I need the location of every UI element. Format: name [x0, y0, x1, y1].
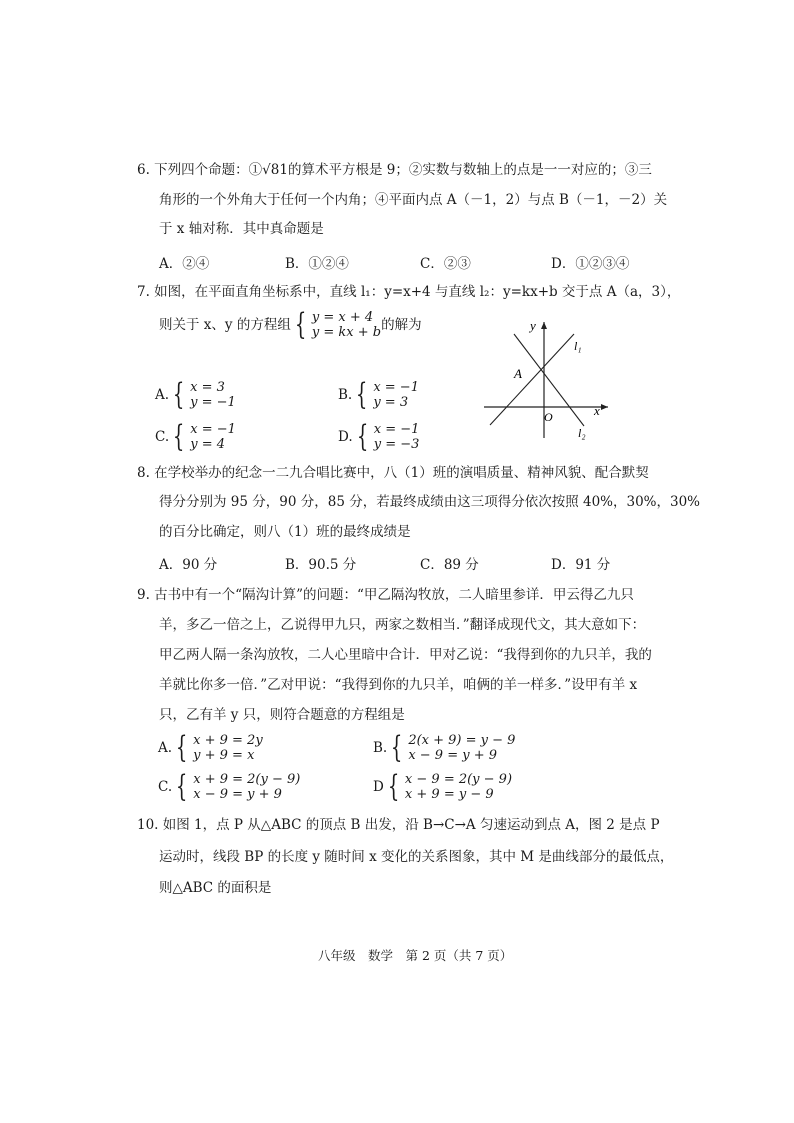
- q8-option-b: B．90.5 分: [285, 557, 357, 573]
- y-axis-label: y: [530, 318, 536, 333]
- brace-icon: {: [172, 419, 185, 454]
- q7-option-d-label: D.: [338, 429, 353, 445]
- q9-line3: 甲乙两人隔一条沟放牧，二人心里暗中合计．甲对乙说：“我得到你的九只羊，我的: [159, 647, 652, 663]
- q6-option-b: B．①②④: [285, 256, 349, 272]
- q9-option-c-label: C.: [158, 779, 173, 795]
- q6-option-a: A．②④: [159, 256, 210, 272]
- brace-icon: {: [356, 419, 368, 454]
- q9-option-b-eq1: 2(x + 9) = y − 9: [408, 733, 516, 748]
- q7-option-d-eq1: x = −1: [373, 422, 420, 437]
- q6-line1: 6. 下列四个命题：①√81的算术平方根是 9；②实数与数轴上的点是一一对应的；③三: [137, 162, 652, 178]
- q9-option-d-eq2: x + 9 = y − 9: [404, 787, 494, 802]
- q7-option-a: [155, 377, 236, 412]
- q9-option-c: [158, 769, 301, 804]
- q9-line4: 羊就比你多一倍．”乙对甲说：“我得到你的九只羊，咱俩的羊一样多．”设甲有羊 x: [159, 677, 638, 693]
- q8-option-a: A．90 分: [159, 557, 218, 573]
- q7-option-a-label: A.: [155, 387, 170, 403]
- brace-icon: {: [356, 377, 368, 412]
- q7-line2-pre: 则关于 x、y 的方程组: [159, 317, 291, 333]
- q9-option-d-eq1: x − 9 = 2(y − 9): [404, 772, 513, 787]
- q10-line3: 则△ABC 的面积是: [159, 880, 272, 896]
- origin-label: O: [544, 410, 553, 424]
- brace-icon: {: [175, 769, 188, 804]
- q9-option-a: [158, 730, 263, 765]
- q7-coordinate-graph: [478, 310, 618, 445]
- l2-label: l₂: [578, 426, 586, 440]
- q9-option-b-eq2: x − 9 = y + 9: [408, 748, 498, 763]
- q7-option-d: [338, 419, 420, 454]
- brace-icon: {: [391, 730, 403, 765]
- q7-system-eq1: y = x + 4: [311, 310, 374, 325]
- q8-option-d: D．91 分: [551, 557, 611, 573]
- q9-line5: 只，乙有羊 y 只，则符合题意的方程组是: [159, 707, 405, 723]
- q7-line2-post: 的解为: [381, 317, 422, 333]
- q9-option-a-eq1: x + 9 = 2y: [193, 733, 263, 748]
- q7-option-b-eq1: x = −1: [373, 380, 419, 395]
- q8-line1: 8. 在学校举办的纪念一二九合唱比赛中，八（1）班的演唱质量、精神风貌、配合默契: [137, 465, 649, 481]
- q7-system: [291, 307, 382, 342]
- q10-line2: 运动时，线段 BP 的长度 y 随时间 x 变化的关系图象，其中 M 是曲线部分的最低点，: [159, 849, 674, 865]
- q7-option-b-eq2: y = 3: [373, 395, 409, 410]
- q7-option-b-label: B.: [338, 387, 353, 403]
- q10-line1: 10. 如图 1，点 P 从△ABC 的顶点 B 出发，沿 B→C→A 匀速运动到点 A，图 2 是点 P: [137, 817, 660, 833]
- line-l1: [490, 334, 574, 425]
- q6-line3: 于 x 轴对称．其中真命题是: [159, 221, 324, 237]
- q8-line3: 的百分比确定，则八（1）班的最终成绩是: [159, 524, 411, 540]
- q6-line2: 角形的一个外角大于任何一个内角；④平面内点 A（－1，2）与点 B（－1，－2）关: [159, 192, 668, 208]
- brace-icon: {: [294, 307, 307, 342]
- q9-option-c-eq1: x + 9 = 2(y − 9): [193, 772, 301, 787]
- q8-option-c: C．89 分: [420, 557, 479, 573]
- q7-option-c-label: C.: [155, 429, 170, 445]
- q7-line1: 7. 如图，在平面直角坐标系中，直线 l₁：y=x+4 与直线 l₂：y=kx+b 交于点 A（a，3），: [137, 284, 681, 300]
- q9-option-d: [373, 769, 513, 804]
- q9-option-a-label: A.: [158, 740, 173, 756]
- q9-option-c-eq2: x − 9 = y + 9: [193, 787, 282, 802]
- q8-line2: 得分分别为 95 分，90 分，85 分，若最终成绩由这三项得分依次按照 40%，30%，30%: [159, 494, 701, 510]
- q7-option-c: [155, 419, 236, 454]
- q7-option-c-eq2: y = 4: [190, 437, 226, 452]
- x-axis-label: x: [594, 403, 600, 418]
- q7-option-a-eq2: y = −1: [190, 395, 236, 410]
- q7-line2: [159, 307, 422, 342]
- q7-option-c-eq1: x = −1: [190, 422, 236, 437]
- brace-icon: {: [175, 730, 188, 765]
- q9-line2: 羊，多乙一倍之上，乙说得甲九只，两家之数相当．”翻译成现代文，其大意如下：: [159, 617, 646, 633]
- q7-system-eq2: y = kx + b: [311, 325, 382, 340]
- page-footer: 八年级 数学 第 2 页（共 7 页）: [318, 948, 513, 963]
- q7-option-a-eq1: x = 3: [190, 380, 225, 395]
- q9-option-a-eq2: y + 9 = x: [193, 748, 255, 763]
- q7-option-b: [338, 377, 419, 412]
- brace-icon: {: [172, 377, 185, 412]
- q9-option-b: [373, 730, 516, 765]
- brace-icon: {: [387, 769, 400, 804]
- q6-option-d: D．①②③④: [551, 256, 630, 272]
- q9-line1: 9. 古书中有一个“隔沟计算”的问题：“甲乙隔沟牧放，二人暗里参详．甲云得乙九只: [137, 587, 634, 603]
- q9-option-d-label: D: [373, 779, 384, 795]
- y-axis-arrow-icon: [541, 322, 547, 329]
- point-a-label: A: [514, 366, 522, 381]
- q9-option-b-label: B.: [373, 740, 388, 756]
- l1-label: l₁: [574, 339, 582, 353]
- q6-option-c: C．②③: [420, 256, 471, 272]
- x-axis-arrow-icon: [601, 404, 608, 410]
- q7-option-d-eq2: y = −3: [373, 437, 420, 452]
